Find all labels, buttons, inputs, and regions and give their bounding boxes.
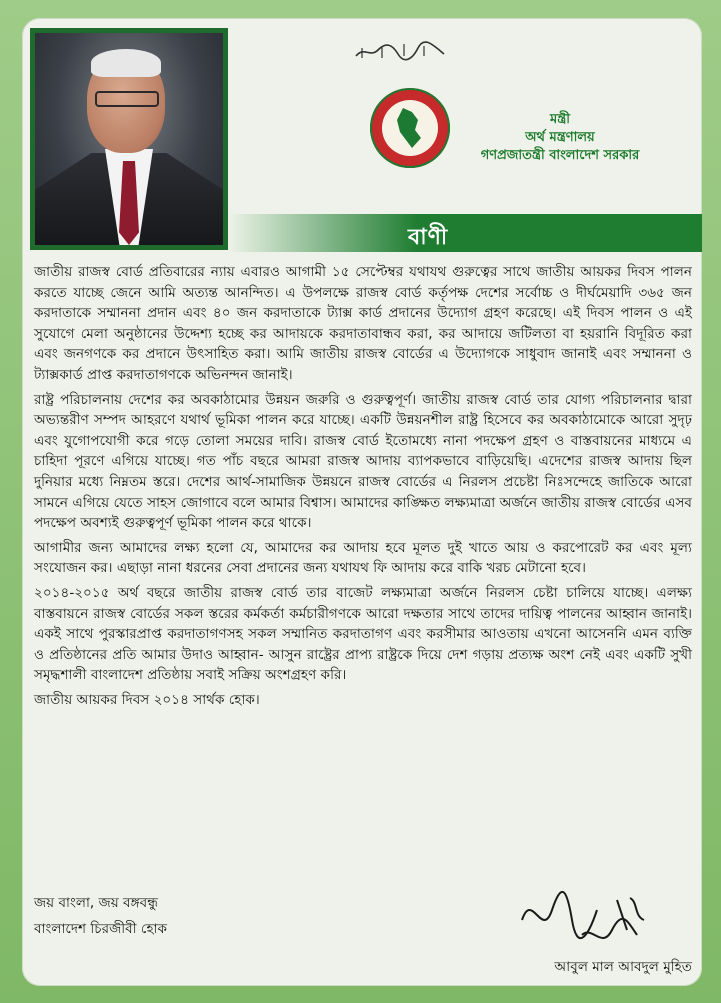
portrait-frame: [30, 28, 228, 250]
paragraph: আগামীর জন্য আমাদের লক্ষ্য হলো যে, আমাদের কর আদায় হবে মূলত দুই খাতে আয় ও করপোরেট কর এবং মূল্য সংযোজন কর। এছাড়া নানা ধরনের সেবা প্রদানের জন্য যথাযথ ফি আদায় করে বাকি খরচ মেটানো হবে।: [34, 539, 692, 577]
title-banner: [228, 214, 702, 252]
closing-line-1: জয় বাংলা, জয় বঙ্গবন্ধু: [34, 895, 158, 911]
paragraph: জাতীয় রাজস্ব বোর্ড প্রতিবারের ন্যায় এবারও আগামী ১৫ সেপ্টেম্বর যথাযথ গুরুত্বের সাথে জাতীয় আয়কর দিবস পালন করতে যাচ্ছে জেনে আমি অত্যন্ত আনন্দিত। এ উপলক্ষে রাজস্ব বোর্ড কর্তৃপক্ষ দেশের সর্বোচ্চ ও দীর্ঘমেয়াদি ৩৬৫ জন করদাতাকে সম্মাননা প্রদান এবং ৪০ জন করদাতাকে ট্যাক্স কার্ড প্রদানের উদ্যোগ গ্রহণ করেছে। এই দিবস পালন ও এই সুযোগে মেলা অনুষ্ঠানের উদ্দেশ্য হচ্ছে কর আদায়কে করদাতাবান্ধব করা, কর আদায়ে জটিলতা বা হয়রানি বিদূরিত করা এবং জনগণকে কর প্রদানে উৎসাহিত করা। আমি জাতীয় রাজস্ব বোর্ডের এ উদ্যোগকে সাধুবাদ জানাই এবং সম্মাননা ও ট্যাক্সকার্ড প্রাপ্ত করদাতাগণকে অভিনন্দন জানাই।: [34, 264, 692, 383]
portrait-photo: [35, 33, 223, 245]
paragraph: রাষ্ট্র পরিচালনায় দেশের কর অবকাঠামোর উন্নয়ন জরুরি ও গুরুত্বপূর্ণ। জাতীয় রাজস্ব বোর্ড তার যোগ্য পরিচালনার দ্বারা অভ্যন্তরীণ সম্পদ আহরণে যথার্থ ভূমিকা পালন করে যাচ্ছে। একটি উন্নয়নশীল রাষ্ট্র হিসেবে কর অবকাঠামোকে আরো সুদৃঢ় এবং যুগোপযোগী করে গড়ে তোলা সময়ের দাবি। রাজস্ব বোর্ড ইতোমধ্যে নানা পদক্ষেপ গ্রহণ ও বাস্তবায়নের মাধ্যমে এ চাহিদা পূরণে এগিয়ে যাচ্ছে। গত পাঁচ বছরে আমরা রাজস্ব আদায় ব্যাপকভাবে বাড়িয়েছি। এদেশের রাজস্ব আদায় ছিল দুনিয়ার মধ্যে নিম্নতম স্তরে। দেশের আর্থ-সামাজিক উন্নয়নে রাজস্ব বোর্ডের এ নিরলস প্রচেষ্টা নিঃসন্দেহে জাতিকে আরো সামনে এগিয়ে যেতে সাহস জোগাবে বলে আমার বিশ্বাস। আমাদের কাঙ্ক্ষিত লক্ষ্যমাত্রা অর্জনে জাতীয় রাজস্ব বোর্ডের এসব পদক্ষেপ অবশ্যই গুরুত্বপূর্ণ ভূমিকা পালন করে থাকে।: [34, 391, 692, 532]
ministry-line-3: গণপ্রজাতন্ত্রী বাংলাদেশ সরকার: [480, 148, 640, 163]
message-body: [34, 262, 692, 714]
ministry-header: [470, 111, 650, 165]
ministry-line-2: অর্থ মন্ত্রণালয়: [525, 130, 595, 145]
paragraph: ২০১৪-২০১৫ অর্থ বছরে জাতীয় রাজস্ব বোর্ড তার বাজেট লক্ষ্যমাত্রা অর্জনে নিরলস চেষ্টা চালিয়ে যাচ্ছে। এলক্ষ্য বাস্তবায়নে রাজস্ব বোর্ডের সকল স্তরের কর্মকর্তা কর্মচারীগণকে আরো দক্ষতার সাথে তাদের দায়িত্ব পালনের আহ্বান জানাই। একই সাথে পুরস্কারপ্রাপ্ত করদাতাগণসহ সকল সম্মানিত করদাতাগণ এবং করসীমার আওতায় এখনো আসেননি এমন ব্যক্তি ও প্রতিষ্ঠানের প্রতি আমার উদাও আহ্বান- আসুন রাষ্ট্রের প্রাপ্য রাষ্ট্রকে দিয়ে দেশ গড়ায় প্রত্যক্ষ অংশ নেই এবং একটি সুখী সমৃদ্ধশালী বাংলাদেশ প্রতিষ্ঠায় সবাই সক্রিয় অংশগ্রহণ করি।: [34, 584, 692, 684]
handwritten-signature: [512, 880, 662, 960]
ministry-line-1: মন্ত্রী: [550, 112, 570, 127]
message-card: [22, 18, 702, 986]
paragraph: জাতীয় আয়কর দিবস ২০১৪ সার্থক হোক।: [34, 691, 260, 708]
government-seal-icon: [370, 88, 450, 168]
closing-line-2: বাংলাদেশ চিরজীবী হোক: [34, 921, 168, 937]
closing-slogans: [34, 890, 434, 942]
signer-name: আবুল মাল আবদুল মুহিত: [554, 959, 692, 975]
bismillah-calligraphy: [352, 38, 448, 64]
page-title: বাণী: [408, 225, 449, 250]
